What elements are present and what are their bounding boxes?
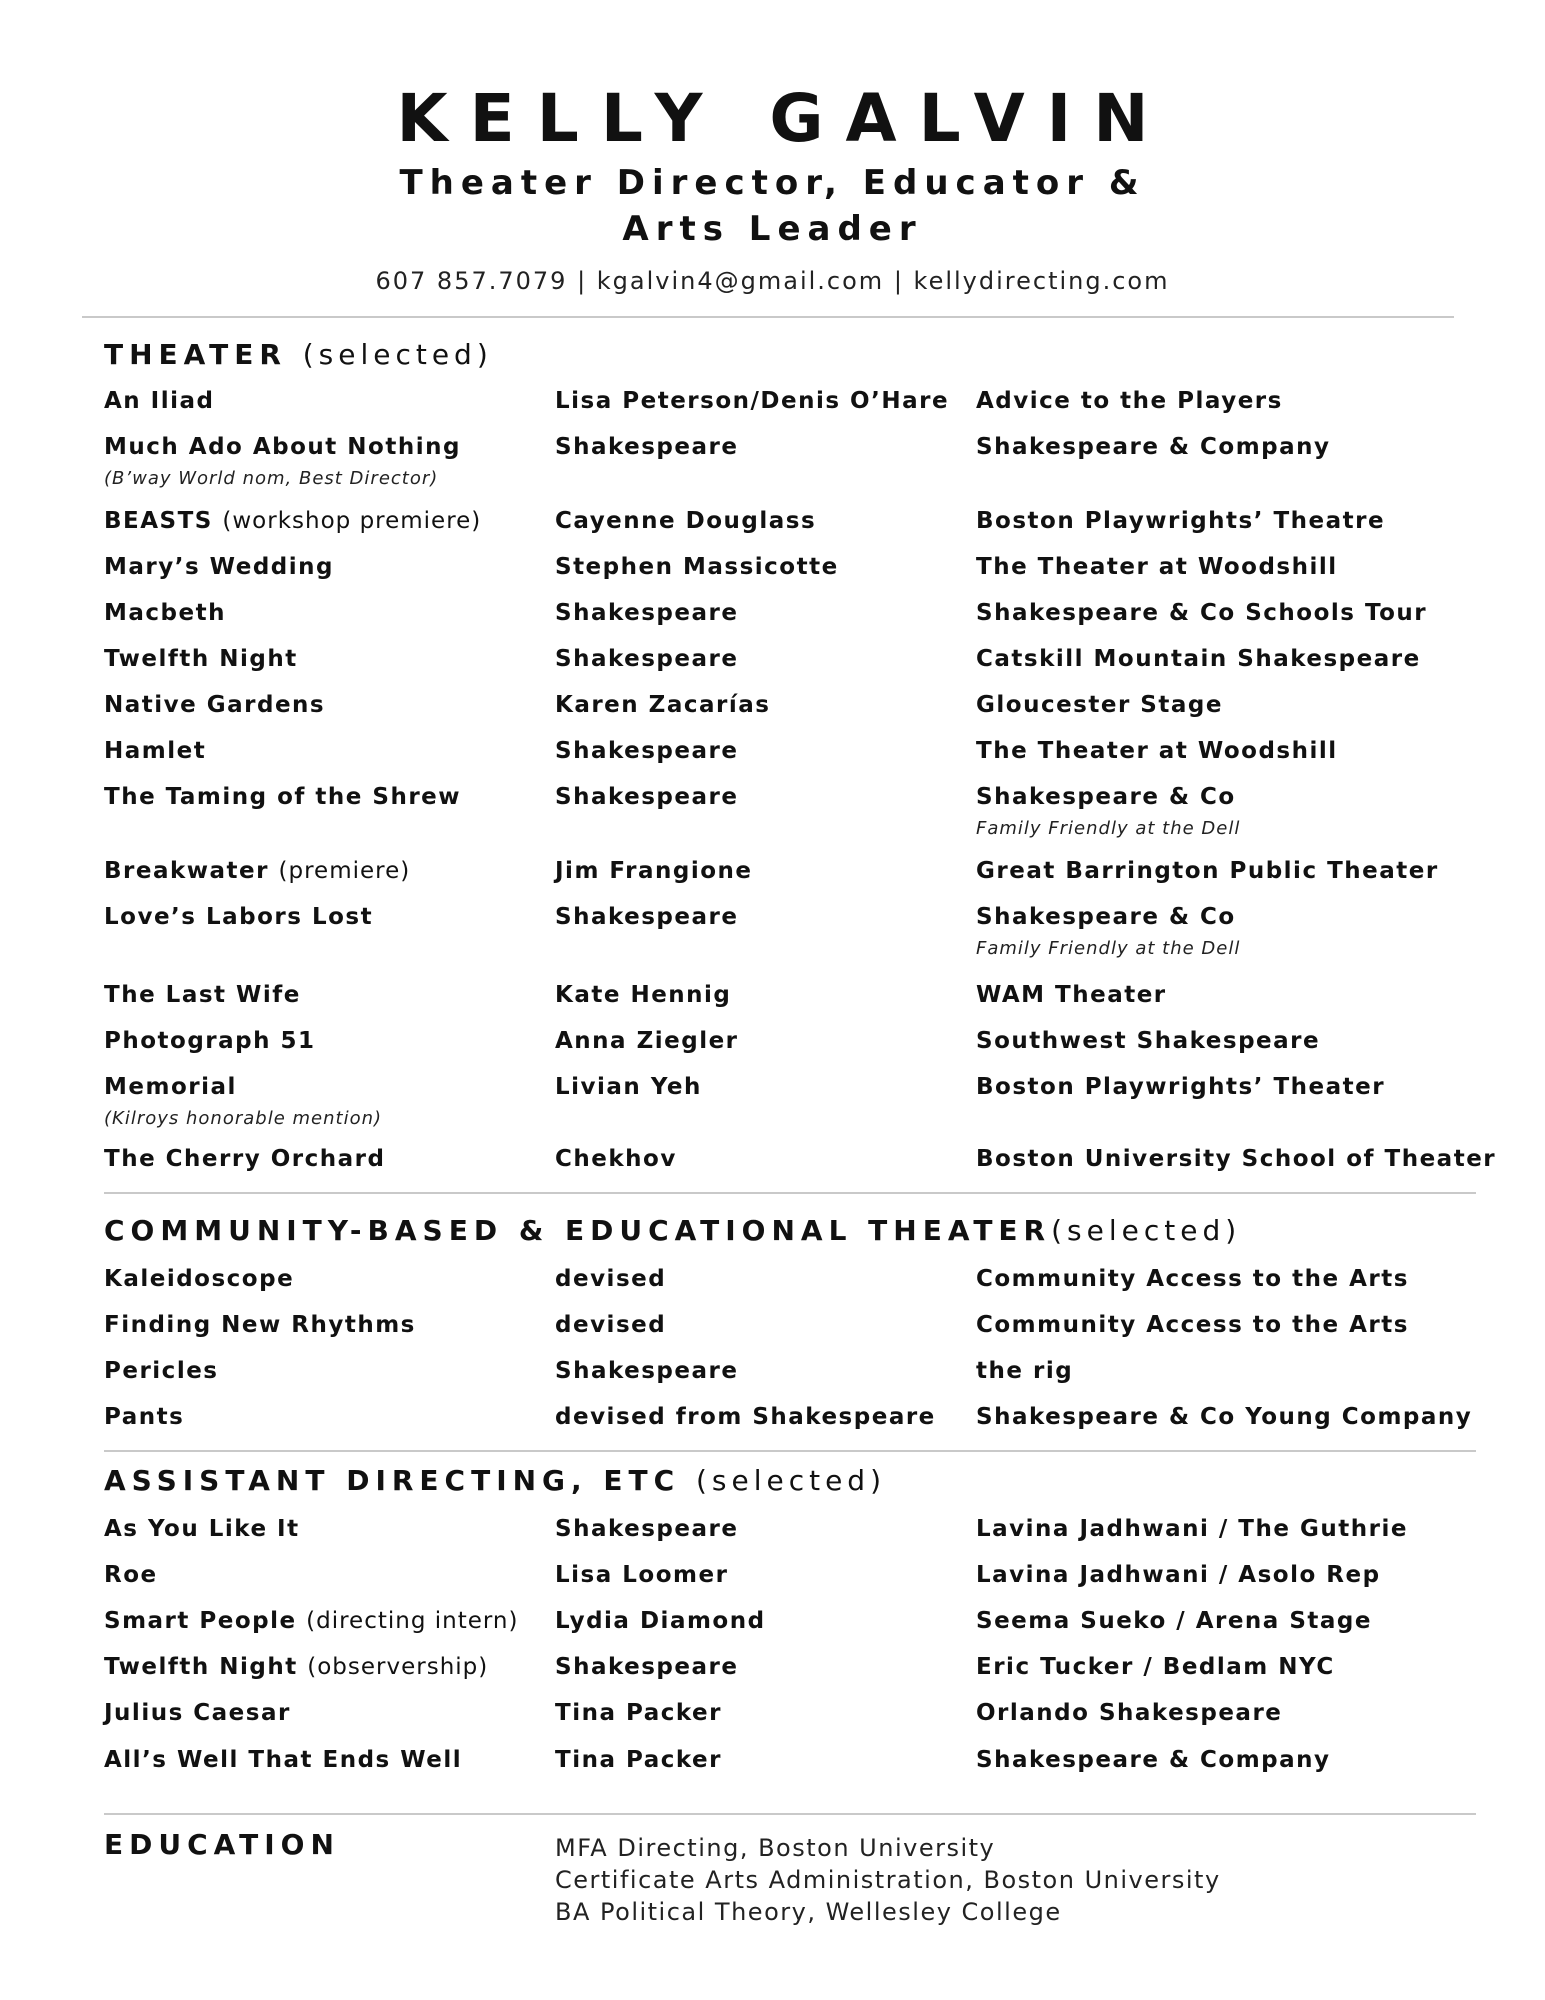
venue: Seema Sueko / Arena Stage <box>976 1608 1372 1634</box>
playwright: Shakespeare <box>555 738 739 764</box>
production-note: (workshop premiere) <box>222 508 482 534</box>
venue: Shakespeare & Co <box>976 784 1236 810</box>
playwright: Stephen Massicotte <box>555 554 839 580</box>
production-title: An Iliad <box>104 388 215 414</box>
venue: Boston University School of Theater <box>976 1146 1497 1172</box>
playwright: devised from Shakespeare <box>555 1404 936 1430</box>
playwright: Anna Ziegler <box>555 1028 739 1054</box>
venue: Eric Tucker / Bedlam NYC <box>976 1654 1335 1680</box>
playwright: Shakespeare <box>555 600 739 626</box>
production-title-cell <box>104 1608 518 1634</box>
production-title: Pericles <box>104 1358 219 1384</box>
venue: WAM Theater <box>976 982 1167 1008</box>
venue-note: Family Friendly at the Dell <box>976 818 1241 839</box>
production-title: Kaleidoscope <box>104 1266 295 1292</box>
production-note: (premiere) <box>278 858 411 884</box>
production-title: Roe <box>104 1562 158 1588</box>
production-title: Much Ado About Nothing <box>104 434 461 460</box>
production-title: Smart People <box>104 1608 297 1634</box>
production-title: Memorial <box>104 1074 237 1100</box>
header-divider <box>82 316 1454 318</box>
playwright: Lisa Peterson/Denis O’Hare <box>555 388 950 414</box>
production-title-cell <box>104 508 481 534</box>
production-title: Twelfth Night <box>104 1654 298 1680</box>
playwright: Livian Yeh <box>555 1074 702 1100</box>
venue: Community Access to the Arts <box>976 1312 1409 1338</box>
playwright: Shakespeare <box>555 1516 739 1542</box>
section-title-community <box>104 1214 1241 1247</box>
playwright: Jim Frangione <box>555 858 753 884</box>
list-item <box>0 1700 1545 1730</box>
venue: the rig <box>976 1358 1074 1384</box>
production-title-cell <box>104 1312 416 1338</box>
list-item <box>0 600 1545 630</box>
production-title-cell <box>104 1562 158 1588</box>
production-title-cell <box>104 904 373 930</box>
section-qualifier: (selected) <box>695 1464 886 1497</box>
playwright: Shakespeare <box>555 784 739 810</box>
resume-subtitle-line1: Theater Director, Educator & <box>399 163 1146 203</box>
section-qualifier: (selected) <box>1051 1214 1242 1247</box>
list-item <box>0 1074 1545 1129</box>
section-title-theater <box>104 338 493 371</box>
production-title-cell <box>104 1146 385 1172</box>
venue: Shakespeare & Co <box>976 904 1236 930</box>
production-title-cell <box>104 1028 316 1054</box>
playwright: Karen Zacarías <box>555 692 771 718</box>
production-title-cell <box>104 1266 294 1292</box>
list-item <box>0 434 1545 489</box>
playwright: Tina Packer <box>555 1700 722 1726</box>
list-item <box>0 1146 1545 1176</box>
production-title: Finding New Rhythms <box>104 1312 416 1338</box>
production-title: Hamlet <box>104 738 207 764</box>
section-divider <box>104 1192 1476 1194</box>
resume-name: KELLY GALVIN <box>396 80 1171 157</box>
section-title-text: COMMUNITY-BASED & EDUCATIONAL THEATER <box>104 1214 1052 1247</box>
playwright: Shakespeare <box>555 1654 739 1680</box>
production-title-cell <box>104 982 301 1008</box>
list-item <box>0 858 1545 888</box>
production-title: Macbeth <box>104 600 226 626</box>
section-divider <box>104 1450 1476 1452</box>
list-item <box>0 1562 1545 1592</box>
production-title-cell <box>104 1404 184 1430</box>
production-title: Mary’s Wedding <box>104 554 334 580</box>
production-award-note: (Kilroys honorable mention) <box>104 1108 383 1129</box>
list-item <box>0 554 1545 584</box>
playwright: devised <box>555 1312 667 1338</box>
production-title: The Cherry Orchard <box>104 1146 386 1172</box>
playwright: Lydia Diamond <box>555 1608 766 1634</box>
production-title: Pants <box>104 1404 185 1430</box>
production-title: The Taming of the Shrew <box>104 784 462 810</box>
playwright: Kate Hennig <box>555 982 732 1008</box>
list-item <box>0 1028 1545 1058</box>
production-title-cell <box>104 784 461 810</box>
list-item <box>0 1266 1545 1296</box>
list-item <box>0 1516 1545 1546</box>
education-line: Certificate Arts Administration, Boston University <box>555 1866 1221 1894</box>
list-item <box>0 738 1545 768</box>
playwright: Shakespeare <box>555 1358 739 1384</box>
production-title: Twelfth Night <box>104 646 298 672</box>
venue: Boston Playwrights’ Theater <box>976 1074 1386 1100</box>
list-item <box>0 904 1545 959</box>
venue: Catskill Mountain Shakespeare <box>976 646 1421 672</box>
playwright: Tina Packer <box>555 1747 722 1773</box>
list-item <box>0 692 1545 722</box>
section-title-text: ASSISTANT DIRECTING, ETC <box>104 1464 681 1497</box>
venue: Orlando Shakespeare <box>976 1700 1283 1726</box>
resume-subtitle-line2: Arts Leader <box>622 209 923 249</box>
production-title: Love’s Labors Lost <box>104 904 374 930</box>
production-title: BEASTS <box>104 508 213 534</box>
venue: Shakespeare & Co Young Company <box>976 1404 1473 1430</box>
education-line: MFA Directing, Boston University <box>555 1834 996 1862</box>
venue-note: Family Friendly at the Dell <box>976 938 1241 959</box>
production-title-cell <box>104 738 206 764</box>
venue: Lavina Jadhwani / Asolo Rep <box>976 1562 1381 1588</box>
production-title-cell <box>104 646 298 672</box>
production-title-cell <box>104 600 226 626</box>
venue: Lavina Jadhwani / The Guthrie <box>976 1516 1408 1542</box>
venue: Gloucester Stage <box>976 692 1223 718</box>
list-item <box>0 388 1545 418</box>
production-title-cell <box>104 1747 462 1773</box>
production-note: (observership) <box>307 1654 489 1680</box>
production-title: The Last Wife <box>104 982 301 1008</box>
list-item <box>0 982 1545 1012</box>
list-item <box>0 1358 1545 1388</box>
section-title-text: THEATER <box>104 338 287 371</box>
playwright: Shakespeare <box>555 646 739 672</box>
venue: Great Barrington Public Theater <box>976 858 1439 884</box>
playwright: Lisa Loomer <box>555 1562 729 1588</box>
production-title: As You Like It <box>104 1516 300 1542</box>
education-line: BA Political Theory, Wellesley College <box>555 1898 1062 1926</box>
production-award-note: (B’way World nom, Best Director) <box>104 468 439 489</box>
production-title-cell <box>104 434 461 460</box>
list-item <box>0 508 1545 538</box>
venue: Advice to the Players <box>976 388 1283 414</box>
venue: Community Access to the Arts <box>976 1266 1409 1292</box>
section-divider <box>104 1813 1476 1815</box>
list-item <box>0 1747 1545 1777</box>
production-title-cell <box>104 692 325 718</box>
section-title-text: EDUCATION <box>104 1828 340 1861</box>
section-title-assistant <box>104 1464 886 1497</box>
venue: Shakespeare & Company <box>976 434 1331 460</box>
contact-info: 607 857.7079 | kgalvin4@gmail.com | kellydirecting.com <box>375 267 1170 295</box>
production-title: Breakwater <box>104 858 269 884</box>
list-item <box>0 1312 1545 1342</box>
section-title-education <box>104 1828 340 1861</box>
list-item <box>0 646 1545 676</box>
section-qualifier: (selected) <box>302 338 493 371</box>
production-title-cell <box>104 1700 291 1726</box>
production-title: Native Gardens <box>104 692 326 718</box>
production-title: Photograph 51 <box>104 1028 316 1054</box>
playwright: Shakespeare <box>555 904 739 930</box>
venue: Boston Playwrights’ Theatre <box>976 508 1386 534</box>
production-title-cell <box>104 554 334 580</box>
production-title: Julius Caesar <box>104 1700 291 1726</box>
venue: The Theater at Woodshill <box>976 554 1338 580</box>
production-note: (directing intern) <box>306 1608 519 1634</box>
production-title-cell <box>104 1074 237 1100</box>
venue: Shakespeare & Company <box>976 1747 1331 1773</box>
production-title-cell <box>104 1654 488 1680</box>
list-item <box>0 1608 1545 1638</box>
production-title-cell <box>104 1516 300 1542</box>
production-title-cell <box>104 388 215 414</box>
venue: Shakespeare & Co Schools Tour <box>976 600 1428 626</box>
list-item <box>0 1404 1545 1434</box>
list-item <box>0 1654 1545 1684</box>
production-title: All’s Well That Ends Well <box>104 1747 463 1773</box>
production-title-cell <box>104 858 410 884</box>
playwright: Cayenne Douglass <box>555 508 817 534</box>
venue: Southwest Shakespeare <box>976 1028 1321 1054</box>
production-title-cell <box>104 1358 219 1384</box>
playwright: devised <box>555 1266 667 1292</box>
venue: The Theater at Woodshill <box>976 738 1338 764</box>
playwright: Shakespeare <box>555 434 739 460</box>
playwright: Chekhov <box>555 1146 677 1172</box>
list-item <box>0 784 1545 839</box>
